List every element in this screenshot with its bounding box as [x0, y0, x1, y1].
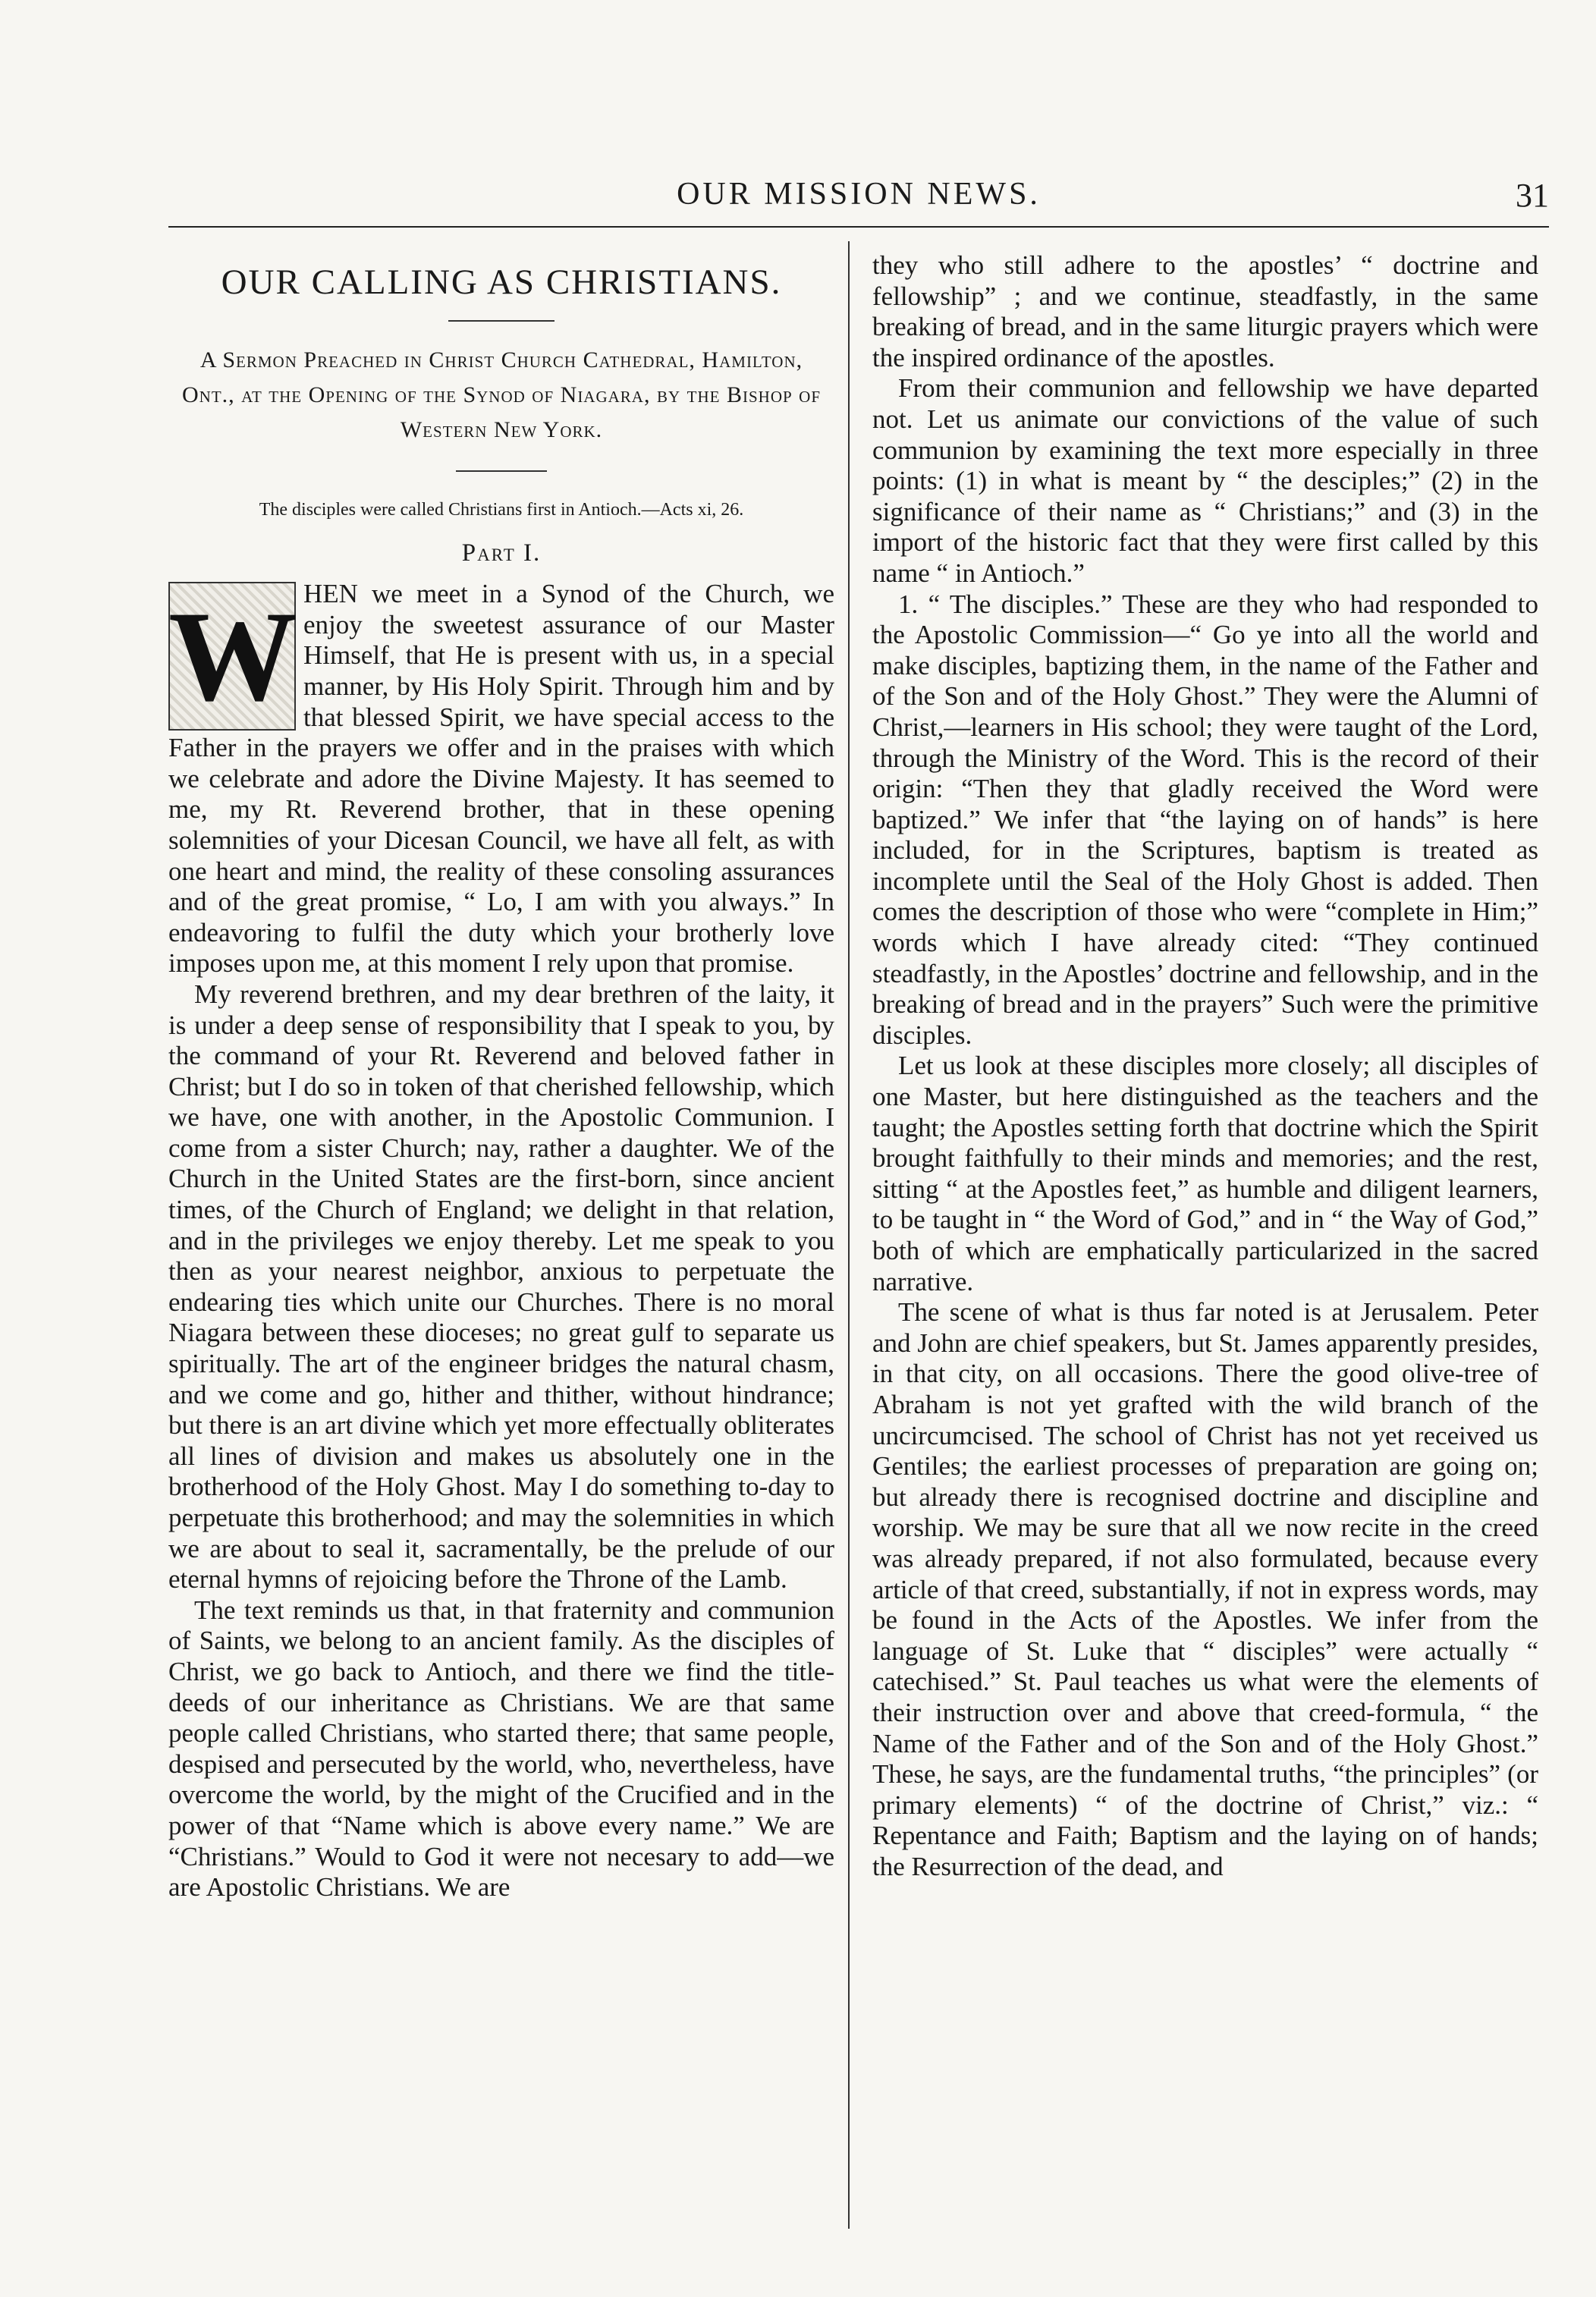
right-column — [872, 250, 1538, 1882]
header-rule — [168, 226, 1549, 228]
paragraph — [168, 579, 834, 979]
paragraph: From their communion and fellowship we have departed not. Let us animate our convictions of the value of such communion by examining the text more especially in three points: (1) in what is meant by “ the desciples;” (2) in the significance of their name as “ Christians;” and (3) in the import of the historic fact that they were first called by this name “ in Antioch.” — [872, 373, 1538, 588]
title-rule — [448, 320, 555, 322]
dropcap-letter: W — [168, 585, 297, 728]
paragraph: Let us look at these disciples more closely; all disciples of one Master, but here distinguished as the teachers and the taught; the Apostles setting forth that doctrine which the Spirit brought faithfully to their minds and memories; and the rest, sitting “ at the Apostles feet,” as humble and diligent learners, to be taught in “ the Word of God,” and in “ the Way of God,” both of which are emphatically particularized in the sacred narrative. — [872, 1051, 1538, 1296]
epigraph: The disciples were called Christians first in Antioch.—Acts xi, 26. — [259, 500, 744, 520]
column-divider — [848, 241, 850, 2229]
left-column — [168, 250, 834, 1903]
part-heading: Part I. — [461, 539, 542, 567]
paragraph: 1. “ The disciples.” These are they who had responded to the Apostolic Commission—“ Go ye into all the world and make disciples, baptizing them, in the name of the Father and of the Son and of the Holy Ghost.” They were the Alumni of Christ,—learners in His school; they were taught of the Lord, through the Ministry of the Word. This is the record of their origin: “Then they that gladly received the Word were baptized.” We infer that “the laying on of hands” is here included, for in the Scriptures, baptism is treated as incomplete until the Seal of the Holy Ghost is added. Then comes the description of those who were “complete in Him;” words which I have already cited: “They continued steadfastly, in the Apostles’ doctrine and fellowship, and in the breaking of bread and in the prayers” Such were the primitive disciples. — [872, 589, 1538, 1050]
paragraph: they who still adhere to the apostles’ “ doctrine and fellowship” ; and we continue, steadfastly, in the same breaking of bread, and in the same liturgic prayers which were the inspired ordinance of the apostles. — [872, 250, 1538, 372]
page-header — [168, 168, 1549, 222]
article-title: OUR CALLING AS CHRISTIANS. — [221, 262, 782, 302]
page-number: 31 — [1516, 177, 1549, 214]
dropcap — [168, 582, 296, 731]
paragraph-text: HEN we meet in a Synod of the Church, we enjoy the sweetest assurance of our Master Himself, that He is present with us, in a special manner, by His Holy Spirit. Through him and by that blessed Spirit, we have special access to the Father in the prayers we offer and in the praises with which we celebrate and adore the Divine Majesty. It has seemed to me, my Rt. Reverend brother, that in these opening solemnities of your Dicesan Council, we have all felt, as with one heart and mind, the reality of these consoling assurances and of the great promise, “ Lo, I am with you always.” In endeavoring to fulfil the duty which your brotherly love imposes upon me, at this moment I rely upon that promise. — [168, 579, 834, 979]
subtitle-rule — [456, 470, 547, 472]
paragraph: The text reminds us that, in that fraternity and communion of Saints, we belong to an ancient family. As the disciples of Christ, we go back to Antioch, and there we find the title-deeds of our inheritance as Christians. We are that same people called Christians, who started there; that same people, despised and persecuted by the world, who, nevertheless, have overcome the world, by the might of the Crucified and in the power of that “Name which is above every name.” We are “Christians.” Would to God it were not necesary to add—we are Apostolic Christians. We are — [168, 1595, 834, 1903]
paragraph: My reverend brethren, and my dear brethren of the laity, it is under a deep sense of responsibility that I speak to you, by the command of your Rt. Reverend and beloved father in Christ; but I do so in token of that cherished fellowship, which we have, one with another, in the Apostolic Communion. I come from a sister Church; nay, rather a daughter. We of the Church in the United States are the first-born, since ancient times, of the Church of England; we delight in that relation, and in the privileges we enjoy thereby. Let me speak to you then as your nearest neighbor, anxious to perpetuate the endearing ties which unite our Churches. There is no moral Niagara between these dioceses; no great gulf to separate us spiritually. The art of the engineer bridges the natural chasm, and we come and go, hither and thither, without hindrance; but there is an art divine which yet more effectually obliterates all lines of division and makes us absolutely one in the brotherhood of the Holy Ghost. May I do something to-day to perpetuate this brotherhood; and may the solemnities in which we are about to seal it, sacramentally, be the prelude of our eternal hymns of rejoicing before the Throne of the Lamb. — [168, 979, 834, 1595]
running-title: OUR MISSION NEWS. — [677, 177, 1041, 212]
paragraph: The scene of what is thus far noted is at Jerusalem. Peter and John are chief speakers, but St. James apparently presides, in that city, on all occasions. There the good olive-tree of Abraham is not yet grafted with the wild branch of the uncircumcised. The school of Christ has not yet received us Gentiles; the earliest processes of preparation are going on; but already there is recognised doctrine and discipline and worship. We may be sure that all we now recite in the creed was already prepared, if not also formulated, because every article of that creed, substantially, if not in express words, may be found in the Acts of the Apostles. We infer from the language of St. Luke that “ disciples” were actually “ catechised.” St. Paul teaches us what were the elements of their instruction over and above that creed-formula, “ the Name of the Father and of the Son and of the Holy Ghost.” These, he says, are the fundamental truths, “the principles” (or primary elements) “ of the doctrine of Christ,” viz.: “ Repentance and Faith; Baptism and the laying on of hands; the Resurrection of the dead, and — [872, 1297, 1538, 1881]
article-subtitle: A Sermon Preached in Christ Church Cathedral, Hamilton, Ont., at the Opening of the Synod of Niagara, by the Bishop of Western New York. — [181, 347, 822, 442]
